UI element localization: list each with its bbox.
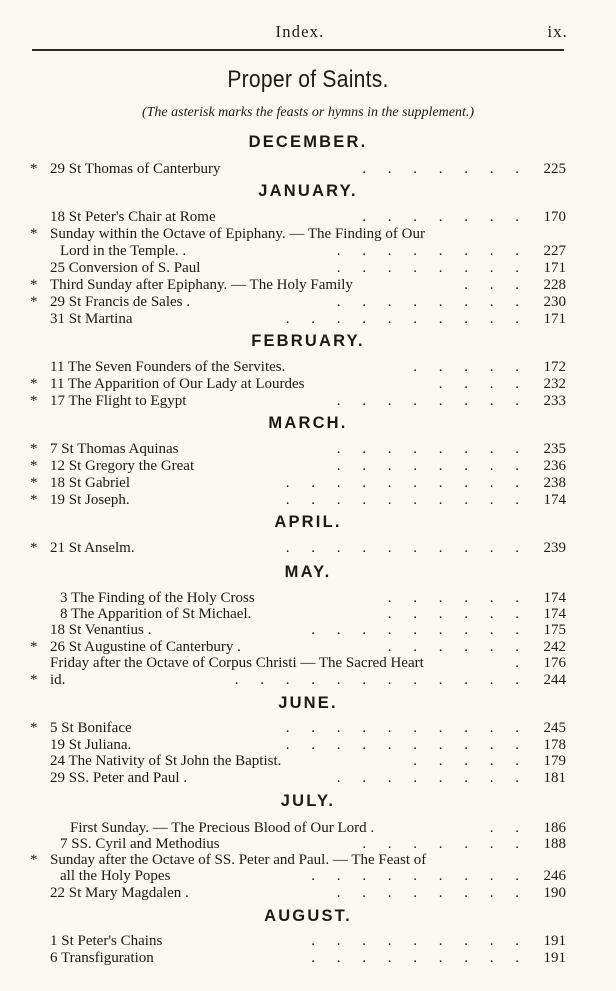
- page-ref: 191: [543, 950, 566, 966]
- dot-leader: . . . . . . . . . .: [285, 475, 528, 491]
- dot-leader: . . . . . . . .: [336, 294, 528, 310]
- index-entry: [30, 720, 566, 737]
- entry-title: First Sunday. — The Precious Blood of Our Lord .: [70, 820, 375, 836]
- index-entry: [30, 933, 566, 950]
- entry-title: Third Sunday after Epiphany. — The Holy Family: [50, 277, 353, 293]
- month-heading: MAY.: [284, 563, 332, 581]
- dot-leader: . . . . . . . .: [336, 393, 528, 409]
- page-ref: 225: [543, 161, 566, 177]
- entry-title: 11 The Apparition of Our Lady at Lourdes: [50, 376, 305, 392]
- month-heading: JANUARY.: [258, 182, 358, 200]
- entry-title: 31 St Martina: [50, 311, 133, 327]
- header-rule: [32, 49, 564, 51]
- asterisk-marker: *: [30, 376, 38, 392]
- index-entry: [30, 226, 566, 243]
- entry-title: 11 The Seven Founders of the Servites.: [50, 359, 286, 375]
- page-ref: 239: [543, 540, 566, 556]
- asterisk-marker: *: [30, 492, 38, 508]
- page-ref: 191: [543, 933, 566, 949]
- month-heading: FEBRUARY.: [251, 332, 365, 350]
- index-entry: [30, 590, 566, 607]
- entry-title: 18 St Peter's Chair at Rome: [50, 209, 216, 225]
- asterisk-marker: *: [30, 441, 38, 457]
- asterisk-marker: *: [30, 458, 38, 474]
- index-entry: [30, 393, 566, 410]
- dot-leader: . . . . . . .: [362, 209, 528, 225]
- index-entry: [30, 260, 566, 277]
- month-heading: DECEMBER.: [248, 133, 368, 151]
- dot-leader: . . . . .: [413, 753, 528, 769]
- index-entry: [30, 639, 566, 656]
- dot-leader: . . . . . . .: [362, 836, 528, 852]
- dot-leader: . . . . . . . .: [336, 458, 528, 474]
- entry-title: 29 St Francis de Sales .: [50, 294, 190, 310]
- dot-leader: . . . . . . . .: [336, 885, 528, 901]
- index-entry: [30, 836, 566, 853]
- dot-leader: .: [515, 655, 528, 671]
- index-entry: [30, 655, 566, 672]
- asterisk-marker: *: [30, 540, 38, 556]
- index-entry: [30, 753, 566, 770]
- month-heading: JUNE.: [278, 694, 338, 712]
- month-heading: AUGUST.: [264, 907, 352, 925]
- entry-title: 21 St Anselm.: [50, 540, 135, 556]
- page-ref: 242: [543, 639, 566, 655]
- entry-title: 17 The Flight to Egypt: [50, 393, 187, 409]
- dot-leader: . . . . . . . . . .: [285, 492, 528, 508]
- page-ref: 178: [543, 737, 566, 753]
- index-entry: [30, 277, 566, 294]
- index-entry: [30, 161, 566, 178]
- asterisk-marker: *: [30, 161, 38, 177]
- entry-title: 26 St Augustine of Canterbury .: [50, 639, 241, 655]
- index-entry: [30, 311, 566, 328]
- dot-leader: . . . . . . . . .: [311, 933, 528, 949]
- dot-leader: . . . . . . . .: [336, 770, 528, 786]
- entry-title: 18 St Gabriel: [50, 475, 130, 491]
- dot-leader: . . .: [464, 277, 528, 293]
- asterisk-marker: *: [30, 639, 38, 655]
- index-entry: [30, 359, 566, 376]
- entry-title: 29 St Thomas of Canterbury: [50, 161, 221, 177]
- page-ref: 228: [543, 277, 566, 293]
- page-ref: 171: [543, 311, 566, 327]
- index-entry: [30, 606, 566, 623]
- asterisk-marker: *: [30, 277, 38, 293]
- dot-leader: . . . . . . . . . . . .: [234, 672, 528, 688]
- entry-title: 7 St Thomas Aquinas: [50, 441, 179, 457]
- index-entry: [30, 243, 566, 260]
- page-ref: 174: [543, 606, 566, 622]
- dot-leader: . . . . . .: [387, 590, 528, 606]
- dot-leader: . . . . . . . .: [336, 243, 528, 259]
- page-ref: 244: [543, 672, 566, 688]
- page-ref: 171: [543, 260, 566, 276]
- entry-title: 1 St Peter's Chains: [50, 933, 163, 949]
- index-entry: [30, 540, 566, 557]
- entry-title: 8 The Apparition of St Michael.: [60, 606, 252, 622]
- page-ref: 236: [543, 458, 566, 474]
- page-ref: 174: [543, 492, 566, 508]
- entry-title: 3 The Finding of the Holy Cross: [60, 590, 255, 606]
- page-ref: 246: [543, 868, 566, 884]
- running-header: [32, 22, 568, 44]
- entry-title: 18 St Venantius .: [50, 622, 152, 638]
- entry-title: Sunday after the Octave of SS. Peter and Paul. — The Feast of: [50, 852, 427, 868]
- asterisk-marker: *: [30, 226, 38, 242]
- dot-leader: . . . . . . .: [362, 161, 528, 177]
- dot-leader: . . . . . . . . . .: [285, 720, 528, 736]
- dot-leader: . . . . . .: [387, 639, 528, 655]
- page-ref: 188: [543, 836, 566, 852]
- page-ref: 174: [543, 590, 566, 606]
- entry-title: 6 Transfiguration: [50, 950, 154, 966]
- dot-leader: . . . .: [438, 376, 528, 392]
- asterisk-marker: *: [30, 294, 38, 310]
- entry-title: all the Holy Popes: [60, 868, 171, 884]
- index-entry: [30, 441, 566, 458]
- page-ref: 170: [543, 209, 566, 225]
- page-ref: 190: [543, 885, 566, 901]
- index-entry: [30, 458, 566, 475]
- page-ref: 232: [543, 376, 566, 392]
- page-ref: 235: [543, 441, 566, 457]
- entry-title: 12 St Gregory the Great: [50, 458, 195, 474]
- page-ref: 238: [543, 475, 566, 491]
- asterisk-marker: *: [30, 720, 38, 736]
- running-title: Index.: [275, 22, 325, 41]
- month-heading: APRIL.: [274, 513, 342, 531]
- page-ref: 175: [543, 622, 566, 638]
- page-ref: 176: [543, 655, 566, 671]
- index-entry: [30, 294, 566, 311]
- entry-title: 22 St Mary Magdalen .: [50, 885, 189, 901]
- asterisk-marker: *: [30, 393, 38, 409]
- index-entry: [30, 492, 566, 509]
- page-ref: 233: [543, 393, 566, 409]
- month-heading: JULY.: [280, 792, 336, 810]
- entry-title: 5 St Boniface: [50, 720, 132, 736]
- page-number: ix.: [547, 22, 568, 41]
- page-ref: 227: [543, 243, 566, 259]
- asterisk-marker: *: [30, 475, 38, 491]
- index-entry: [30, 475, 566, 492]
- entry-title: Sunday within the Octave of Epiphany. — The Finding of Our: [50, 226, 425, 242]
- index-entry: [30, 852, 566, 869]
- entry-title: 19 St Joseph.: [50, 492, 130, 508]
- page-ref: 186: [543, 820, 566, 836]
- dot-leader: . . . . . . . . .: [311, 868, 528, 884]
- asterisk-marker: *: [30, 672, 38, 688]
- index-entry: [30, 737, 566, 754]
- index-entry: [30, 868, 566, 885]
- entry-title: 25 Conversion of S. Paul: [50, 260, 201, 276]
- asterisk-marker: *: [30, 852, 38, 868]
- dot-leader: . . . . . . . . . .: [285, 311, 528, 327]
- entry-title: 29 SS. Peter and Paul .: [50, 770, 188, 786]
- dot-leader: . .: [489, 820, 528, 836]
- month-heading: MARCH.: [268, 414, 348, 432]
- index-entry: [30, 950, 566, 967]
- index-entry: [30, 376, 566, 393]
- page-ref: 172: [543, 359, 566, 375]
- index-entry: [30, 885, 566, 902]
- page-ref: 181: [543, 770, 566, 786]
- dot-leader: . . . . . . . . . .: [285, 737, 528, 753]
- index-entry: [30, 209, 566, 226]
- entry-title: 24 The Nativity of St John the Baptist.: [50, 753, 282, 769]
- entry-title: Friday after the Octave of Corpus Christi — The Sacred Heart: [50, 655, 424, 671]
- dot-leader: . . . . . . . . . .: [285, 540, 528, 556]
- index-entry: [30, 622, 566, 639]
- dot-leader: . . . . . .: [387, 606, 528, 622]
- dot-leader: . . . . . . . . .: [311, 622, 528, 638]
- entry-title: 7 SS. Cyril and Methodius: [60, 836, 220, 852]
- index-entry: [30, 672, 566, 689]
- entry-title: Lord in the Temple. .: [60, 243, 187, 259]
- page-ref: 179: [543, 753, 566, 769]
- entry-title: 19 St Juliana.: [50, 737, 132, 753]
- page-ref: 230: [543, 294, 566, 310]
- page-ref: 245: [543, 720, 566, 736]
- entry-title: id.: [50, 672, 66, 688]
- dot-leader: . . . . . . . .: [336, 260, 528, 276]
- dot-leader: . . . . .: [413, 359, 528, 375]
- index-entry: [30, 770, 566, 787]
- asterisk-note: (The asterisk marks the feasts or hymns in the supplement.): [141, 105, 475, 120]
- index-entry: [30, 820, 566, 837]
- dot-leader: . . . . . . . .: [336, 441, 528, 457]
- page-title: Proper of Saints.: [227, 66, 389, 93]
- dot-leader: . . . . . . . . .: [311, 950, 528, 966]
